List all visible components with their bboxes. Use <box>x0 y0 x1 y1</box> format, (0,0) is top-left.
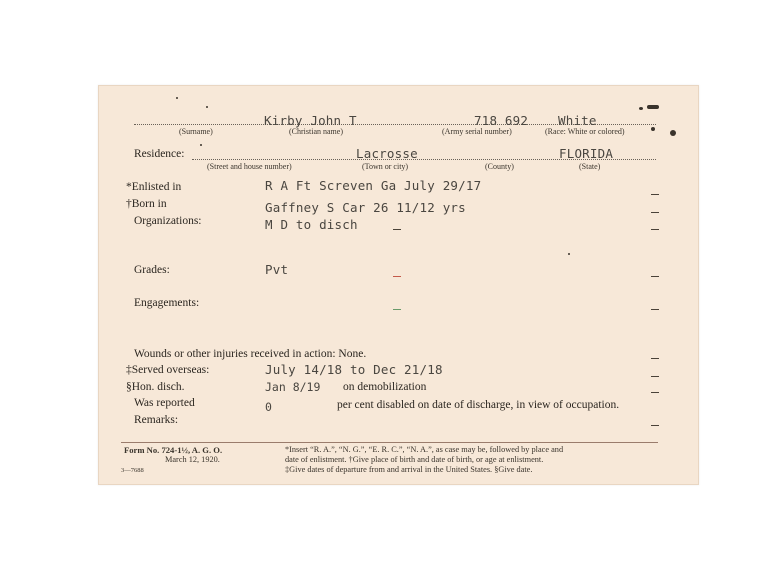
wounds-tick <box>651 358 659 359</box>
ink-stain <box>647 105 659 109</box>
remarks-label: Remarks: <box>134 414 179 426</box>
footnote-insert: *Insert “R. A.”, “N. G.”, “E. R. C.”, “N. A.”, as case may be, followed by place and <box>285 445 564 454</box>
wounds-label <box>134 348 366 360</box>
organizations-tick <box>651 229 659 230</box>
speck <box>568 253 570 255</box>
reported-label: Was reported <box>134 397 195 409</box>
caption-race: (Race: White or colored) <box>545 127 625 136</box>
engagements-mark <box>393 309 401 310</box>
born-tick <box>651 212 659 213</box>
race-value: White <box>558 113 597 128</box>
footer-rule <box>121 442 658 443</box>
ink-stain <box>670 130 676 136</box>
grades-label: Grades: <box>134 264 170 276</box>
speck <box>639 107 643 110</box>
form-number: Form No. 724-1½, A. G. O. <box>124 445 223 455</box>
served-tick <box>651 376 659 377</box>
caption-county: (County) <box>485 162 514 171</box>
caption-surname: (Surname) <box>179 127 213 136</box>
serial-value: 718 692 <box>474 113 529 128</box>
engagements-tick <box>651 309 659 310</box>
speck <box>651 127 655 131</box>
form-date: March 12, 1920. <box>165 455 220 464</box>
hon-disch-suffix: on demobilization <box>343 381 427 393</box>
organizations-mark <box>393 229 401 230</box>
caption-christian-name: (Christian name) <box>289 127 343 136</box>
born-value: Gaffney S Car 26 11/12 yrs <box>265 200 466 215</box>
hon-disch-value: Jan 8/19 <box>265 380 321 394</box>
reported-value: 0 <box>265 400 272 414</box>
speck <box>200 144 202 146</box>
enlisted-value: R A Ft Screven Ga July 29/17 <box>265 178 482 193</box>
footnote-dates: ‡Give dates of departure from and arrival in the United States. §Give date. <box>285 465 533 474</box>
engagements-label: Engagements: <box>134 297 200 309</box>
enlisted-tick <box>651 194 659 195</box>
enlisted-label: *Enlisted in <box>126 181 182 193</box>
organizations-label: Organizations: <box>134 215 202 227</box>
remarks-tick <box>651 425 659 426</box>
caption-street: (Street and house number) <box>207 162 292 171</box>
residence-state-value: FLORIDA <box>559 146 614 161</box>
served-value: July 14/18 to Dec 21/18 <box>265 362 443 377</box>
grades-value: Pvt <box>265 262 289 277</box>
hon-disch-tick <box>651 392 659 393</box>
footnote-birth: date of enlistment. †Give place of birth and date of birth, or age at enlistment. <box>285 455 544 464</box>
wounds-label-text: Wounds or other injuries received in action: <box>134 348 336 360</box>
born-label: †Born in <box>126 198 167 210</box>
speck <box>206 106 208 108</box>
wounds-value: None. <box>338 348 367 360</box>
speck <box>176 97 178 99</box>
residence-label: Residence: <box>134 148 185 160</box>
caption-serial: (Army serial number) <box>442 127 512 136</box>
caption-state: (State) <box>579 162 601 171</box>
grades-mark <box>393 276 401 277</box>
grades-tick <box>651 276 659 277</box>
service-record-card <box>98 85 699 485</box>
residence-town-value: Lacrosse <box>356 146 418 161</box>
caption-town: (Town or city) <box>362 162 409 171</box>
form-code: 3—7688 <box>121 467 144 474</box>
organizations-value: M D to disch <box>265 217 358 232</box>
hon-disch-label: §Hon. disch. <box>126 381 185 393</box>
surname-value: Kirby John T <box>264 113 357 128</box>
served-label: ‡Served overseas: <box>126 364 210 376</box>
reported-suffix: per cent disabled on date of discharge, in view of occupation. <box>337 399 620 411</box>
